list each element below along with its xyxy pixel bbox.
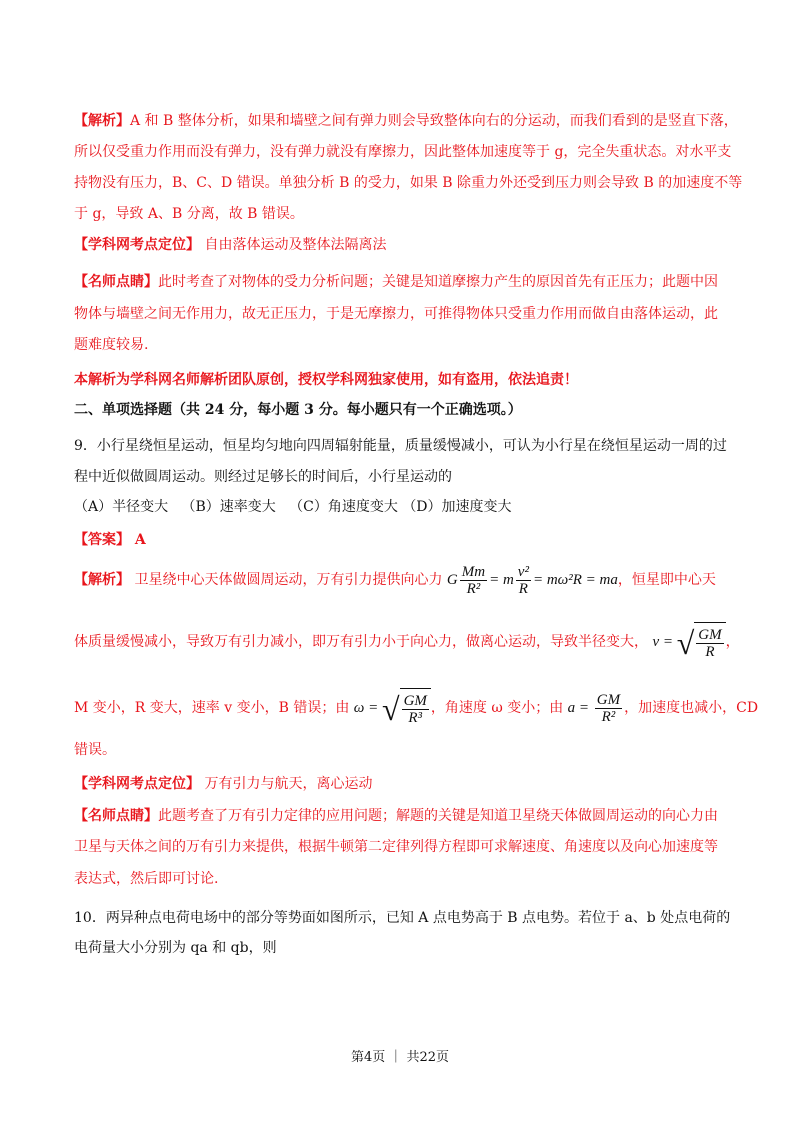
option-d: （D）加速度变大 (402, 499, 512, 515)
key-point-label: 【学科网考点定位】 (74, 776, 200, 792)
formula-acceleration: a = $\frac{GM}{\text{R²}}$ (567, 692, 621, 726)
analysis-label: 【解析】 (74, 572, 130, 588)
text-line: 所以仅受重力作用而没有弹力，没有弹力就没有摩擦力，因此整体加速度等于 g，完全失重状态。对水平支 (74, 144, 732, 160)
question-stem: 程中近似做圆周运动。则经过足够长的时间后，小行星运动的 (74, 469, 452, 485)
option-a: （A）半径变大 (74, 499, 169, 515)
option-b: （B）速率变大 (181, 499, 276, 515)
text-line: 题难度较易. (74, 337, 149, 353)
question-stem: 9．小行星绕恒星运动，恒星均匀地向四周辐射能量，质量缓慢减小，可认为小行星在绕恒星运动一周的过 (74, 438, 727, 454)
text-line: 表达式，然后即可讨论. (74, 871, 219, 887)
text-line: 于 g，导致 A、B 分离，故 B 错误。 (74, 206, 304, 222)
text-line: A 和 B 整体分析，如果和墙壁之间有弹力则会导致整体向右的分运动，而我们看到的是竖直下落， (130, 113, 738, 129)
question-stem: 电荷量大小分别为 qa 和 qb，则 (74, 940, 277, 956)
text-line: ，加速度也减小，CD (624, 700, 759, 716)
tip-label: 【名师点睛】 (74, 274, 158, 290)
question-stem: 10．两异种点电荷电场中的部分等势面如图所示，已知 A 点电势高于 B 点电势。若位于 a、b 处点电荷的 (74, 910, 731, 926)
text-line: ，恒星即中心天 (617, 572, 716, 588)
text-line: 物体与墙壁之间无作用力，故无正压力，于是无摩擦力，可推得物体只受重力作用而做自由落体运动，此 (74, 306, 718, 322)
text-line: 错误。 (74, 742, 116, 758)
formula-omega: ω = √ $\frac{GM}{\text{R³}}$ (354, 700, 431, 716)
key-point-text: 自由落体运动及整体法隔离法 (204, 237, 387, 253)
section-heading: 二、单项选择题（共 24 分，每小题 3 分。每小题只有一个正确选项。） (74, 402, 522, 418)
text-line: 持物没有压力，B、C、D 错误。单独分析 B 的受力，如果 B 除重力外还受到压力则会导致 B 的加速度不等 (74, 175, 743, 191)
document-page: 【解析】A 和 B 整体分析，如果和墙壁之间有弹力则会导致整体向右的分运动，而我们看到的是竖直下落， 所以仅受重力作用而没有弹力，没有弹力就没有摩擦力，因此整体加速度等于 g，完全失重状态。对水平支 持物没有压力，B、C、D 错误。单独分析 B 的受力，如果 B 除重力外还受到压力则会导致 B 的加速度不等 于 g，导致 A、B 分离，故 B 错误。 【学科网考点定位】 自由落体运动及整体法隔离法 【名师点睛】此时考查了对物体的受力分析问题；关键是知道摩擦力产生的原因首先有正压力；此题中因 物体与墙壁之间无作用力，故无正压力，于是无摩擦力，可推得物体只受重力作用而做自由落体运动，此 题难度较易. 本解析为学科网名师解析团队原创，授权学科网独家使用，如有盗用，依法追责！ 二、单项选择题（共 24 分，每小题 3 分。每小题只有一个正确选项。） 9．小行星绕恒星运动，恒星均匀地向四周辐射能量，质量缓慢减小，可认为小行星在绕恒星运动一周的过 程中近似做圆周运动。则经过足够长的时间后，小行星运动的 （A）半径变大 （B）速率变大 （C）角速度变大 （D）加速度变大 【答案】 A 【解析】 卫星绕中心天体做圆周运动，万有引力提供向心力 G $\frac{Mm}{\text{R²}}$ = m $\frac{\text{v²}}{R}$ = mω²R = ma，恒星即中心天 体质量缓慢减小，导致万有引力减小，即万有引力小于向心力，做离心运动，导致半径变大， v = √ $\frac{GM}{R}$ ， M 变小，R 变大，速率 v 变小，B 错误；由 ω = √ $\frac{GM}{\text{R³}}$ ，角速度 ω 变小；由 a = $\frac{GM}{\text{R²}}$ ，加速度也减小，CD 错误。 【学科网考点定位】 万有引力与航天，离心运动 【名师点睛】此题考查了万有引力定律的应用问题；解题的关键是知道卫星绕天体做圆周运动的向心力由 卫星与天体之间的万有引力来提供，根据牛顿第二定律列得方程即可求解速度、角速度以及向心加速度等 表达式，然后即可讨论. 10．两异种点电荷电场中的部分等势面如图所示，已知 A 点电势高于 B 点电势。若位于 a、b 处点电荷的 电荷量大小分别为 qa 和 qb，则 第4页 ｜ 共22页 (0, 0, 800, 1132)
formula-gravity: G $\frac{Mm}{\text{R²}}$ = m $\frac{\text{v²}}{R}$ = mω²R = ma (446, 564, 618, 598)
key-point-text: 万有引力与航天，离心运动 (204, 776, 373, 792)
text-line: ，角速度 ω 变小；由 (430, 700, 564, 716)
copyright-notice: 本解析为学科网名师解析团队原创，授权学科网独家使用，如有盗用，依法追责！ (74, 372, 578, 388)
text-line: 卫星绕中心天体做圆周运动，万有引力提供向心力 (134, 572, 443, 588)
text-line: M 变小，R 变大，速率 v 变小，B 错误；由 (74, 700, 350, 716)
option-c: （C）角速度变大 (289, 499, 398, 515)
text-line: 此题考查了万有引力定律的应用问题；解题的关键是知道卫星绕天体做圆周运动的向心力由 (158, 808, 718, 824)
page-footer: 第4页 ｜ 共22页 (350, 1050, 450, 1065)
text-line: 卫星与天体之间的万有引力来提供，根据牛顿第二定律列得方程即可求解速度、角速度以及向心加速度等 (74, 839, 718, 855)
formula-velocity: v = √ $\frac{GM}{R}$ (652, 634, 725, 650)
key-point-label: 【学科网考点定位】 (74, 237, 200, 253)
text-line: 此时考查了对物体的受力分析问题；关键是知道摩擦力产生的原因首先有正压力；此题中因 (158, 274, 718, 290)
analysis-label: 【解析】 (74, 113, 130, 129)
answer-label: 【答案】 (74, 532, 130, 548)
tip-label: 【名师点睛】 (74, 808, 158, 824)
answer-value: A (134, 532, 146, 548)
text-line: 体质量缓慢减小，导致万有引力减小，即万有引力小于向心力，做离心运动，导致半径变大， (74, 634, 648, 650)
